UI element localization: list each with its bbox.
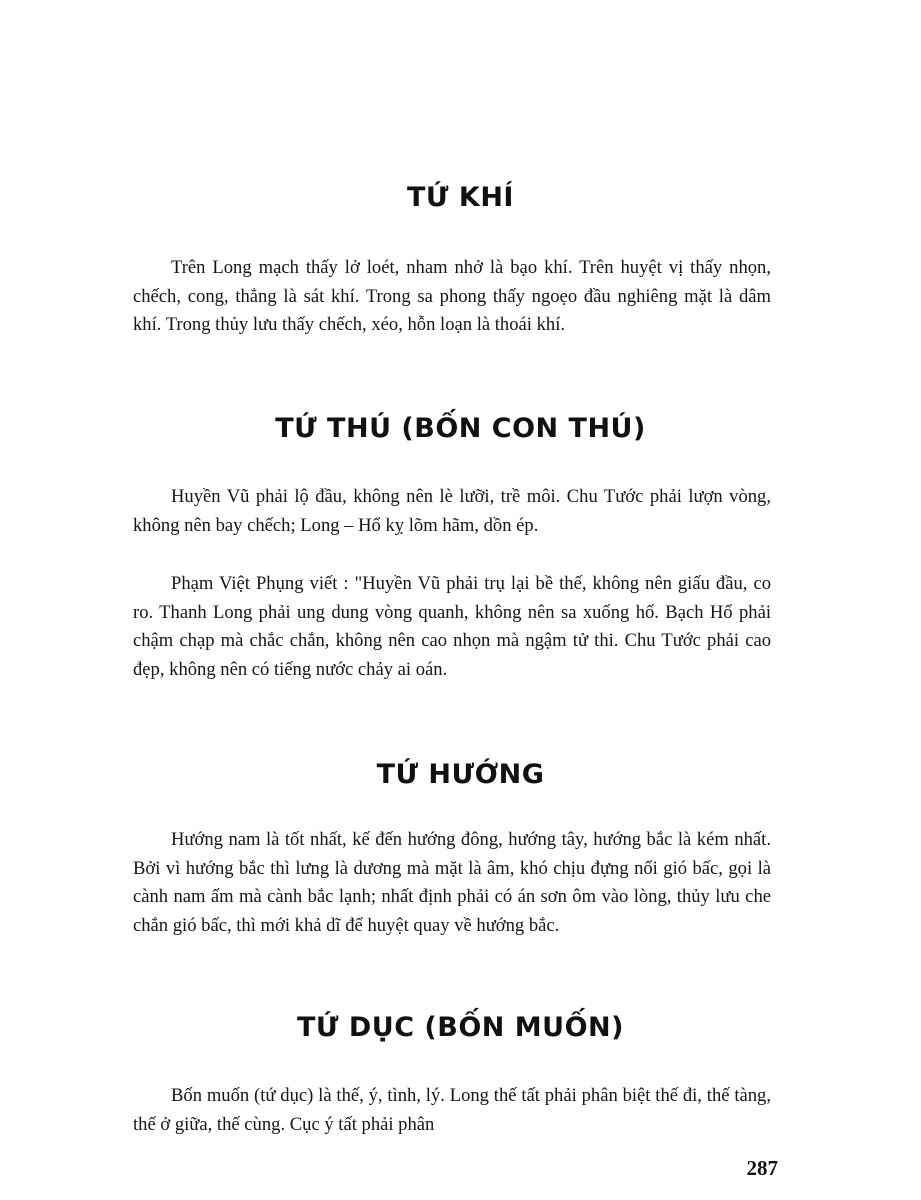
heading-tu-thu: TỨ THÚ (BỐN CON THÚ) [275,413,646,444]
page-number: 287 [746,1156,778,1180]
heading-tu-khi: TỨ KHÍ [407,182,514,213]
paragraph-tu-thu-2: Phạm Việt Phụng viết : "Huyền Vũ phải trụ lại bề thế, không nên giấu đầu, co ro. Thanh Long phải ung dung vòng quanh, không nên sa xuống hố. Bạch Hổ phải chậm chạp mà chắc chắn, không nên cao nhọn mà ngậm tử thi. Chu Tước phải cao đẹp, không nên có tiếng nước chảy ai oán. [133,573,771,680]
paragraph-tu-duc-1: Bốn muốn (tứ dục) là thế, ý, tình, lý. Long thế tất phải phân biệt thế đi, thế tàng, thế ở giữa, thế cùng. Cục ý tất phải phân [133,1085,771,1135]
heading-tu-huong: TỨ HƯỚNG [376,759,545,790]
paragraph-tu-thu-1: Huyền Vũ phải lộ đầu, không nên lè lưỡi, trề môi. Chu Tước phải lượn vòng, không nên bay chếch; Long – Hổ kỵ lõm hãm, dồn ép. [133,486,771,536]
paragraph-tu-khi-1: Trên Long mạch thấy lở loét, nham nhở là bạo khí. Trên huyệt vị thấy nhọn, chếch, cong, thẳng là sát khí. Trong sa phong thấy ngoẹo đầu nghiêng mặt là dâm khí. Trong thủy lưu thấy chếch, xéo, hỗn loạn là thoái khí. [133,257,771,336]
heading-tu-duc: TỨ DỤC (BỐN MUỐN) [297,1012,624,1043]
paragraph-tu-huong-1: Hướng nam là tốt nhất, kế đến hướng đông, hướng tây, hướng bắc là kém nhất. Bởi vì hướng bắc thì lưng là dương mà mặt là âm, khó chịu đựng nổi gió bấc, gọi là cành nam ấm mà cành bắc lạnh; nhất định phải có án sơn ôm vào lòng, thủy lưu che chắn gió bấc, thì mới khả dĩ để huyệt quay về hướng bắc. [133,829,771,936]
